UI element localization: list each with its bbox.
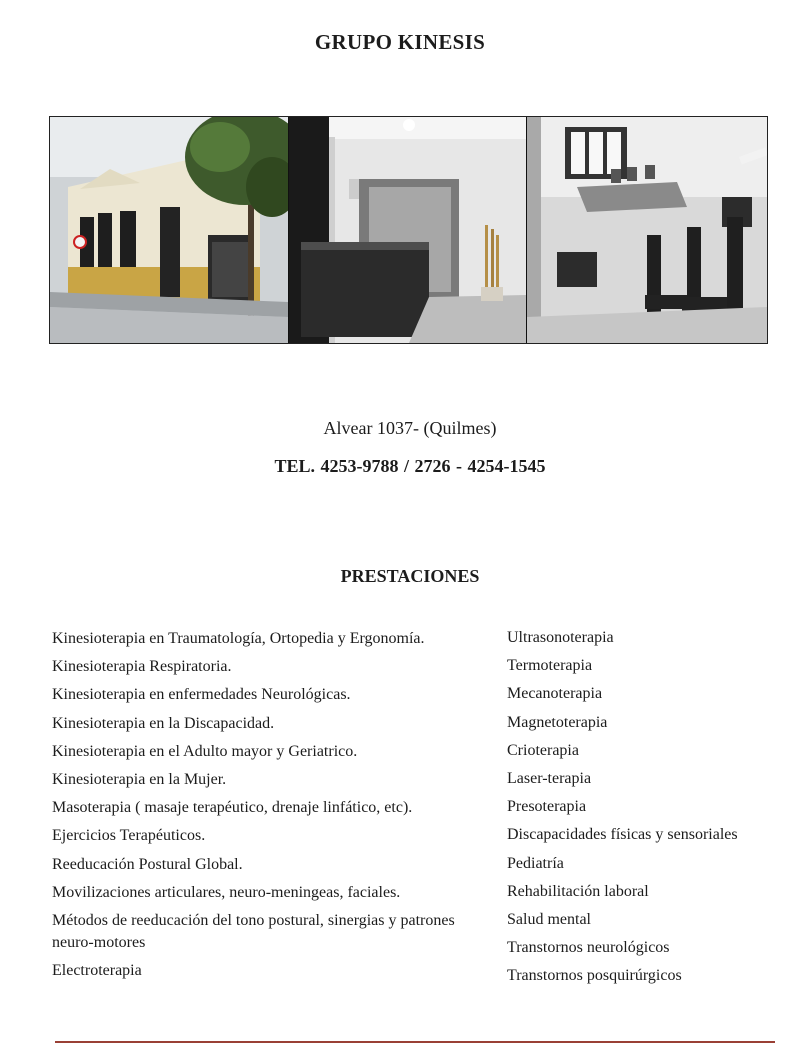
gym-photo-graphic xyxy=(527,117,767,343)
list-item: Ejercicios Terapéuticos. xyxy=(52,827,206,845)
address: Alvear 1037- (Quilmes) xyxy=(323,418,497,438)
list-item: Mecanoterapia xyxy=(507,685,603,703)
list-item: Electroterapia xyxy=(52,962,142,980)
list-item: Discapacidades físicas y sensoriales xyxy=(507,826,738,844)
list-item: Movilizaciones articulares, neuro-meningeas, faciales. xyxy=(52,883,401,901)
list-item: Magnetoterapia xyxy=(507,713,608,731)
list-item: Kinesioterapia en la Discapacidad. xyxy=(52,714,275,732)
reception-photo xyxy=(289,117,528,343)
services-list-right xyxy=(507,627,738,993)
list-item: Métodos de reeducación del tono postural, sinergias y patrones neuro-motores xyxy=(52,911,455,951)
list-item: Crioterapia xyxy=(507,741,579,759)
footer-divider xyxy=(55,1041,775,1043)
list-item: Kinesioterapia Respiratoria. xyxy=(52,658,232,676)
list-item: Masoterapia ( masaje terapéutico, drenaje linfático, etc). xyxy=(52,799,413,817)
facade-photo xyxy=(50,117,289,343)
list-item: Termoterapia xyxy=(507,657,593,675)
list-item: Reeducación Postural Global. xyxy=(52,855,243,873)
list-item: Pediatría xyxy=(507,854,564,872)
list-item: Kinesioterapia en Traumatología, Ortopedia y Ergonomía. xyxy=(52,630,425,647)
list-item: Laser-terapia xyxy=(507,769,592,787)
list-item: Kinesioterapia en la Mujer. xyxy=(52,770,227,788)
list-item: Ultrasonoterapia xyxy=(507,629,614,646)
page-title: GRUPO KINESIS xyxy=(314,30,486,54)
phone-numbers: TEL. 4253-9788 / 2726 - 4254-1545 xyxy=(274,456,546,476)
list-item: Salud mental xyxy=(507,910,591,928)
list-item: Presoterapia xyxy=(507,798,587,816)
list-item: Transtornos neurológicos xyxy=(507,939,670,957)
reception-photo-graphic xyxy=(289,117,527,343)
list-item: Kinesioterapia en enfermedades Neurológicas. xyxy=(52,686,351,704)
photo-strip xyxy=(49,116,768,344)
list-item: Transtornos posquirúrgicos xyxy=(507,967,682,985)
list-item: Rehabilitación laboral xyxy=(507,882,649,900)
list-item: Kinesioterapia en el Adulto mayor y Geriatrico. xyxy=(52,742,358,760)
services-list-left xyxy=(52,628,472,988)
gym-photo xyxy=(527,117,767,343)
facade-photo-graphic xyxy=(50,117,288,343)
services-heading: PRESTACIONES xyxy=(340,566,480,586)
